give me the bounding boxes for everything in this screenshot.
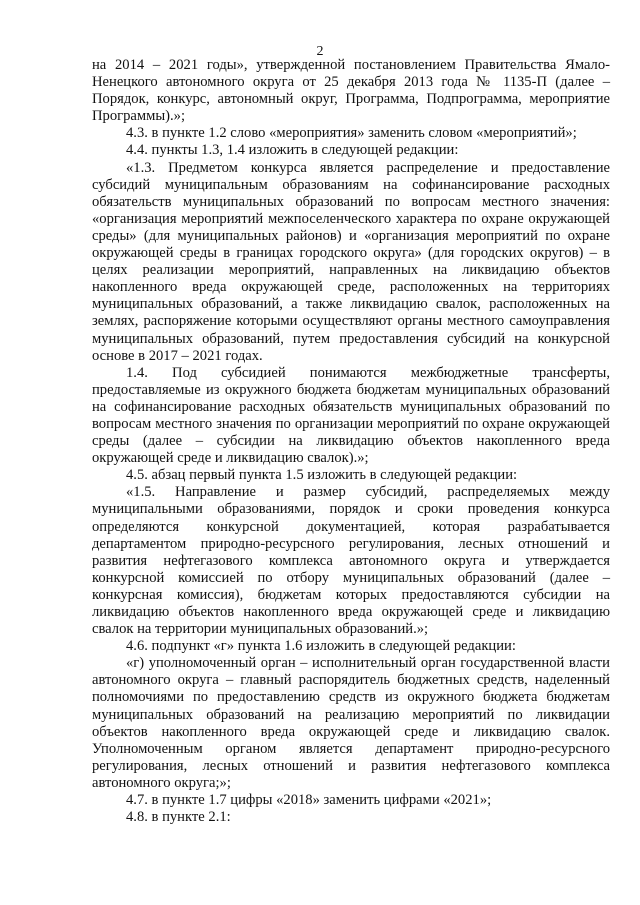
paragraph-4-4: 4.4. пункты 1.3, 1.4 изложить в следующей редакции:	[126, 142, 459, 159]
paragraph-4-6: 4.6. подпункт «г» пункта 1.6 изложить в следующей редакции:	[126, 638, 516, 655]
paragraph-clause-1-3: «1.3. Предметом конкурса является распределение и предоставление субсидий муниципальным образованиям на софинансирование расходных обязательств муниципальных образований по вопросам местного значения: «организация мероприятий межпоселенческого характера по охране окружающей среды» (для муниципальных районов) и «организация мероприятий по охране окружающей среды в границах городского округа» (для городских округов) – в целях реализации мероприятий, направленных на ликвидацию объектов накопленного вреда окружающей среде, расположенных на территориях муниципальных образований, а также ликвидацию свалок, расположенных на землях, распоряжение которыми осуществляют органы местного самоуправления муниципальных образований, путем предоставления субсидий на конкурсной основе в 2017 – 2021 годах.	[92, 159, 610, 364]
paragraph-clause-1-4: 1.4. Под субсидией понимаются межбюджетные трансферты, предоставляемые из окружного бюджета бюджетам муниципальных образований на софинансирование расходных обязательств муниципальных образований по вопросам местного значения по организации мероприятий по охране окружающей среды (далее – субсидии на ликвидацию объектов накопленного вреда окружающей среде и ликвидацию свалок).»;	[92, 364, 610, 467]
paragraph-clause-1-5: «1.5. Направление и размер субсидий, распределяемых между муниципальными образованиями, порядок и сроки проведения конкурса определяются конкурсной документацией, которая разрабатывается департаментом природно-ресурсного регулирования, лесных отношений и развития нефтегазового комплекса автономного округа и утверждается конкурсной комиссией по отбору муниципальных образований (далее – конкурсная комиссия), бюджетам которых предоставляются субсидии на ликвидацию объектов накопленного вреда окружающей среде и ликвидацию свалок на территории муниципальных образований.»;	[92, 484, 610, 638]
paragraph-program-reference: на 2014 – 2021 годы», утвержденной постановлением Правительства Ямало-Ненецкого автономного округа от 25 декабря 2013 года № 1135-П (далее – Порядок, конкурс, автономный округ, Программа, Подпрограмма, мероприятие Программы).»;	[92, 57, 610, 125]
paragraph-4-3: 4.3. в пункте 1.2 слово «мероприятия» заменить словом «мероприятий»;	[126, 125, 577, 142]
document-body	[92, 57, 610, 826]
paragraph-subclause-g: «г) уполномоченный орган – исполнительный орган государственной власти автономного округа – главный распорядитель бюджетных средств, наделенный полномочиями по предоставлению средств из окружного бюджета бюджетам муниципальных образований на реализацию мероприятий по ликвидации объектов накопленного вреда окружающей среде и ликвидацию свалок. Уполномоченным органом является департамент природно-ресурсного регулирования, лесных отношений и развития нефтегазового комплекса автономного округа;»;	[92, 655, 610, 791]
paragraph-4-8: 4.8. в пункте 2.1:	[126, 809, 231, 826]
page-number: 2	[316, 44, 324, 59]
paragraph-4-5: 4.5. абзац первый пункта 1.5 изложить в следующей редакции:	[126, 467, 518, 484]
paragraph-4-7: 4.7. в пункте 1.7 цифры «2018» заменить цифрами «2021»;	[126, 792, 492, 809]
